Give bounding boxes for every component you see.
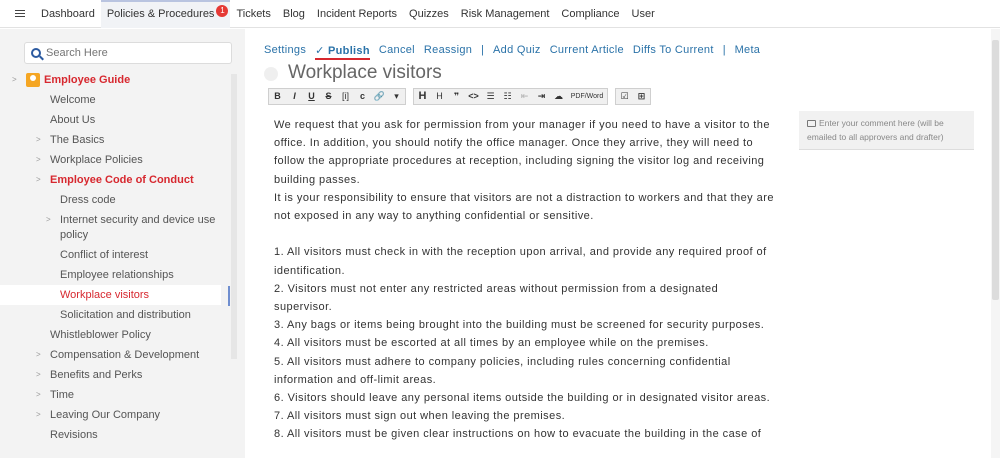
upload-icon[interactable]: ☁ <box>554 91 563 101</box>
inline-code-button[interactable]: [i] <box>341 91 349 101</box>
tree-item-whistleblower[interactable] <box>0 325 230 345</box>
nav-policies-procedures[interactable] <box>101 0 231 28</box>
tree-item-label: Employee Code of Conduct <box>50 174 194 186</box>
tree-item-label: About Us <box>50 114 96 126</box>
tree-item-time[interactable] <box>0 385 230 405</box>
tab-publish[interactable]: ✓ Publish <box>315 44 370 60</box>
tree-item-label: Employee Guide <box>44 74 131 86</box>
list-item: 4. All visitors must be escorted at all times by an employee while on the premises. <box>274 337 709 350</box>
tree-item-label: Workplace visitors <box>60 289 150 301</box>
strikethrough-button[interactable]: S <box>325 91 332 101</box>
list-item: 7. All visitors must sign out when leaving the premises. <box>274 410 566 423</box>
tree-item-leaving[interactable] <box>0 405 230 425</box>
tree-item-label: Time <box>50 389 75 401</box>
numbered-list-icon[interactable]: ☷ <box>503 91 512 101</box>
tree-item-welcome[interactable] <box>0 90 230 110</box>
chevron-right-icon[interactable]: > <box>46 215 51 224</box>
tab-current-article[interactable]: Current Article <box>549 44 624 56</box>
tree-item-label: Leaving Our Company <box>50 409 161 421</box>
heading1-button[interactable]: H <box>418 90 427 102</box>
editor-tabs <box>264 44 776 60</box>
search-box <box>24 42 232 64</box>
tree-item-label: Workplace Policies <box>50 154 143 166</box>
code-icon[interactable]: <> <box>468 91 479 101</box>
pdf-word-button[interactable]: PDF/Word <box>570 93 604 100</box>
tree-item-dress-code[interactable] <box>0 190 230 210</box>
page-scrollbar-thumb[interactable] <box>992 40 999 300</box>
comment-placeholder: Enter your comment here (will be emailed to all approvers and drafter) <box>807 118 944 142</box>
search-icon <box>31 48 41 58</box>
tree-item-label: Revisions <box>50 429 98 441</box>
tree-item-label: The Basics <box>50 134 105 146</box>
tree-item-revisions[interactable] <box>0 425 230 445</box>
list-item: 5. All visitors must adhere to company policies, including rules concerning confidential information and off-limit areas. <box>274 355 731 386</box>
selected-indicator <box>228 286 230 306</box>
chevron-right-icon[interactable]: > <box>36 390 41 399</box>
tree-item-employee-relationships[interactable] <box>0 265 230 285</box>
paragraph: It is your responsibility to ensure that visitors are not a distraction to workers and that they are not exposed in any way to anything confidential or sensitive. <box>274 191 774 223</box>
chevron-right-icon[interactable]: > <box>36 370 41 379</box>
tab-reassign[interactable]: Reassign <box>423 44 473 56</box>
tree-item-label: Dress code <box>60 194 116 206</box>
italic-button[interactable]: I <box>293 91 296 101</box>
nav-risk-management[interactable]: Risk Management <box>460 7 550 20</box>
comment-field[interactable] <box>799 111 974 150</box>
tree-item-solicitation[interactable] <box>0 305 230 325</box>
list-item: 2. Visitors must not enter any restricted areas without permission from a designated supervisor. <box>274 282 719 314</box>
chevron-right-icon[interactable]: > <box>36 410 41 419</box>
status-indicator <box>264 67 278 81</box>
article-content[interactable] <box>274 116 774 444</box>
paragraph: We request that you ask for permission from your manager if you need to have a visitor to the office. In addition, you should notify the office manager. Once they arrive, they will need to follow the appropriate procedures at reception, including signing the visitor log and receiving building passes. <box>274 119 770 186</box>
tree-item-label: Whistleblower Policy <box>50 329 151 341</box>
editor-toolbar <box>268 88 658 105</box>
format-group <box>268 88 406 105</box>
tree-item-label: Welcome <box>50 94 96 106</box>
tree-item-label: Conflict of interest <box>60 249 149 261</box>
tree-item-workplace-visitors[interactable] <box>0 285 221 305</box>
tree-item-conflict-of-interest[interactable] <box>0 245 230 265</box>
list-item: 8. All visitors must be given clear instructions on how to evacuate the building in the case of <box>274 428 762 441</box>
checkbox-icon[interactable]: ☑ <box>620 91 629 101</box>
person-icon <box>26 73 40 87</box>
tab-cancel[interactable]: Cancel <box>378 44 415 56</box>
tree-item-label: Benefits and Perks <box>50 369 143 381</box>
tree-item-about-us[interactable] <box>0 110 230 130</box>
sidebar <box>0 29 245 458</box>
tree-item-label: Internet security and device use <box>60 214 216 226</box>
top-navigation <box>0 0 1000 28</box>
nav-tickets[interactable]: Tickets <box>236 7 271 20</box>
nav-compliance[interactable]: Compliance <box>561 7 620 20</box>
link-icon[interactable]: 🔗 <box>373 91 386 101</box>
nav-user[interactable]: User <box>631 7 655 20</box>
tab-separator: | <box>481 44 485 56</box>
dropdown-icon[interactable]: ▾ <box>394 91 399 101</box>
nav-blog[interactable]: Blog <box>282 7 305 20</box>
comment-icon <box>807 120 816 127</box>
quote-icon[interactable]: ❞ <box>453 91 460 101</box>
underline-button[interactable]: U <box>308 91 315 101</box>
tab-add-quiz[interactable]: Add Quiz <box>493 44 541 56</box>
sidebar-scrollbar[interactable] <box>231 74 237 359</box>
table-icon[interactable]: ⊞ <box>637 91 646 101</box>
nav-incident-reports[interactable]: Incident Reports <box>316 7 398 20</box>
tab-diffs-to-current[interactable]: Diffs To Current <box>632 44 714 56</box>
list-item: 1. All visitors must check in with the reception upon arrival, and provide any required proof of identification. <box>274 246 767 277</box>
tree-item-label: Compensation & Development <box>50 349 200 361</box>
chevron-right-icon[interactable]: > <box>12 75 17 84</box>
indent-icon[interactable]: ⇥ <box>537 91 546 101</box>
tree-item-label: policy <box>60 229 89 241</box>
bullet-list-icon[interactable]: ☰ <box>486 91 495 101</box>
insert-group <box>615 88 651 105</box>
notification-badge: 1 <box>216 5 228 17</box>
heading2-button[interactable]: H <box>436 91 443 101</box>
tree-item-workplace-policies[interactable] <box>0 150 230 170</box>
chevron-right-icon[interactable]: > <box>36 155 41 164</box>
list-item: 6. Visitors should leave any personal items outside the building or in designated visitor areas. <box>274 392 771 405</box>
nav-quizzes[interactable]: Quizzes <box>409 7 449 20</box>
chevron-right-icon[interactable]: > <box>36 350 41 359</box>
chevron-right-icon[interactable]: > <box>36 135 41 144</box>
tree-item-the-basics[interactable] <box>0 130 230 150</box>
page-title: Workplace visitors <box>288 62 442 83</box>
tree-item-internet-security-cont[interactable] <box>0 225 230 245</box>
tree-item-employee-guide[interactable] <box>0 70 230 90</box>
list-item: 3. Any bags or items being brought into the building must be screened for security purposes. <box>274 319 765 332</box>
menu-icon[interactable] <box>15 10 25 18</box>
tree-item-label: Solicitation and distribution <box>60 309 191 321</box>
block-group <box>413 88 608 105</box>
nav-dashboard[interactable]: Dashboard <box>41 7 95 20</box>
chevron-down-icon[interactable]: > <box>36 175 41 184</box>
bold-button[interactable]: B <box>274 91 281 101</box>
tree-item-label: Employee relationships <box>60 269 174 281</box>
tab-meta[interactable]: Meta <box>734 44 761 56</box>
outdent-icon[interactable]: ⇤ <box>520 91 529 101</box>
tree-item-code-of-conduct[interactable] <box>0 170 230 190</box>
tab-separator: | <box>722 44 726 56</box>
nav-policies-label: Policies & Procedures <box>106 7 215 20</box>
search-input[interactable] <box>46 47 216 59</box>
tree-item-compensation[interactable] <box>0 345 230 365</box>
tab-settings[interactable]: Settings <box>264 44 307 56</box>
tree-item-benefits[interactable] <box>0 365 230 385</box>
c-button[interactable]: c <box>359 91 365 101</box>
